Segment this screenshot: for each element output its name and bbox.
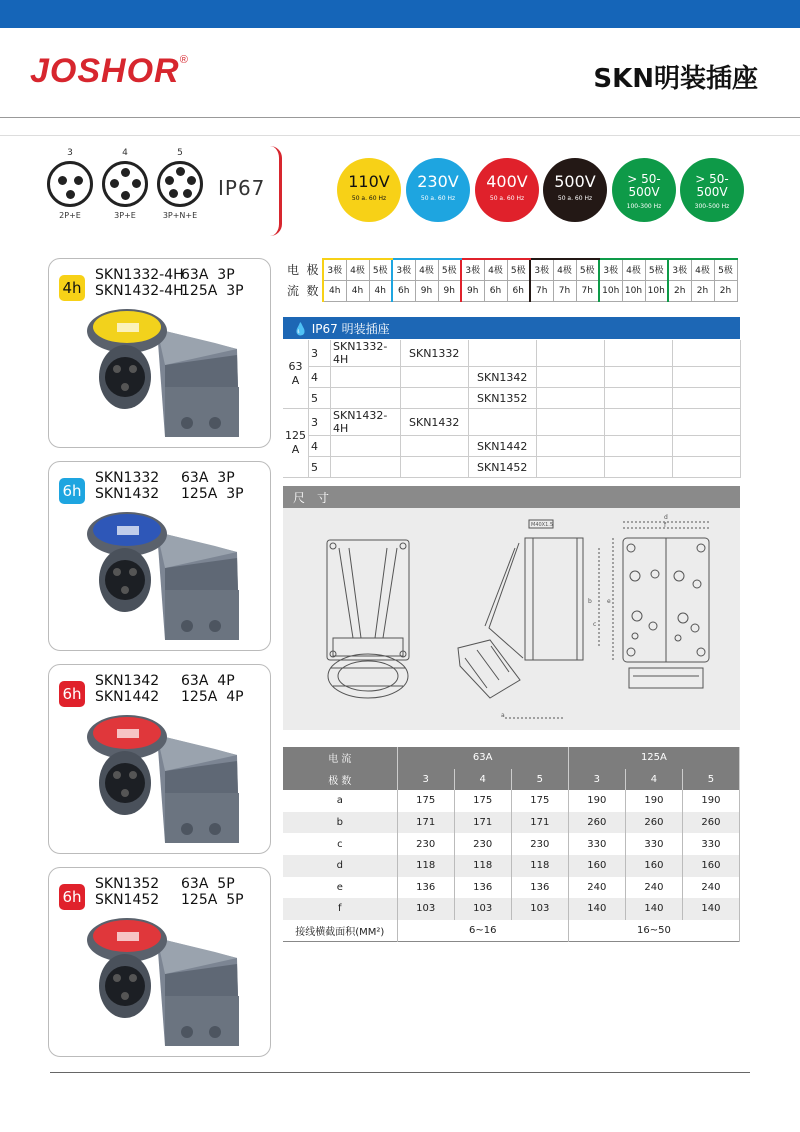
- divider: [0, 117, 800, 118]
- product-card: [48, 664, 271, 854]
- ratings: 63A 5P 125A 5P: [181, 876, 244, 908]
- model-names: SKN1352 SKN1452: [95, 876, 160, 908]
- pin-diagram-5p: 5 3P+N+E: [150, 148, 210, 220]
- bracket-divider: [268, 146, 282, 236]
- ip67-section-header: 💧 IP67 明装插座: [283, 317, 740, 339]
- ratings: 63A 3P 125A 3P: [181, 267, 244, 299]
- top-bar: [0, 0, 800, 28]
- dimension-table: 电 流 63A 125A 极 数 3 4 5 3 4 5 a 175 175 175 190 190 190 b 171 171 171 260 260 260 c 230 230 230 330 330 330 d 118 118 118 160 160 160 e 136 136 136 240 240 240 f 103 103 103 140 140 140 接线横截面积(MM²) 6~16 16~50: [283, 747, 740, 942]
- product-card: [48, 867, 271, 1057]
- ratings: 63A 4P 125A 4P: [181, 673, 244, 705]
- voltage-badge: 230V 50 a. 60 Hz: [406, 158, 470, 222]
- pin-diagram-4p: 4 3P+E: [95, 148, 155, 220]
- model-names: SKN1332 SKN1432: [95, 470, 160, 502]
- voltage-badge: 110V 50 a. 60 Hz: [337, 158, 401, 222]
- voltage-badge: > 50- 500V 300-500 Hz: [680, 158, 744, 222]
- model-names: SKN1342 SKN1442: [95, 673, 160, 705]
- hour-badge: 6h: [59, 884, 85, 910]
- page-title: SKN明装插座: [593, 64, 758, 94]
- hour-badge: 6h: [59, 478, 85, 504]
- ip-rating: IP67: [218, 176, 266, 200]
- dimension-section-header: 尺 寸: [283, 486, 740, 508]
- svg-text:e: e: [607, 598, 611, 605]
- socket-image: [87, 305, 247, 441]
- socket-image: [87, 914, 247, 1050]
- footer-rule: [50, 1072, 750, 1073]
- model-names: SKN1332-4H SKN1432-4H: [95, 267, 184, 299]
- socket-image: [87, 508, 247, 644]
- divider: [0, 135, 800, 136]
- svg-text:d: d: [664, 514, 668, 521]
- svg-text:M40X1.5: M40X1.5: [531, 522, 554, 528]
- pin-diagram-3p: 3 2P+E: [40, 148, 100, 220]
- hour-badge: 4h: [59, 275, 85, 301]
- socket-image: [87, 711, 247, 847]
- voltage-badge: 400V 50 a. 60 Hz: [475, 158, 539, 222]
- svg-text:f: f: [664, 522, 667, 529]
- brand-logo: JOSHOR®: [30, 52, 189, 90]
- voltage-badge: 500V 50 a. 60 Hz: [543, 158, 607, 222]
- product-card: [48, 258, 271, 448]
- svg-text:b: b: [588, 598, 592, 605]
- pole-hours-table: 电 极 3极 4极 5极 3极 4极 5极 3极 4极 5极 3极 4极 5极 3极 4极 5极 3极 4极 5极 流 数 4h 4h 4h 6h 9h 9h 9h 6h 6h 7h 7h 7h 10h 10h 10h 2h 2h 2h: [283, 258, 738, 302]
- voltage-badge: > 50- 500V 100-300 Hz: [612, 158, 676, 222]
- ratings: 63A 3P 125A 3P: [181, 470, 244, 502]
- dimension-drawing: [283, 508, 740, 730]
- hour-badge: 6h: [59, 681, 85, 707]
- model-table: 63 A 3 SKN1332-4H SKN1332 4 SKN1342 5 SKN1352 125 A 3 SKN1432-4H SKN1432 4 SKN1442 5 SKN1452: [283, 340, 741, 478]
- svg-text:c: c: [593, 621, 597, 628]
- svg-text:a: a: [501, 712, 505, 719]
- product-card: [48, 461, 271, 651]
